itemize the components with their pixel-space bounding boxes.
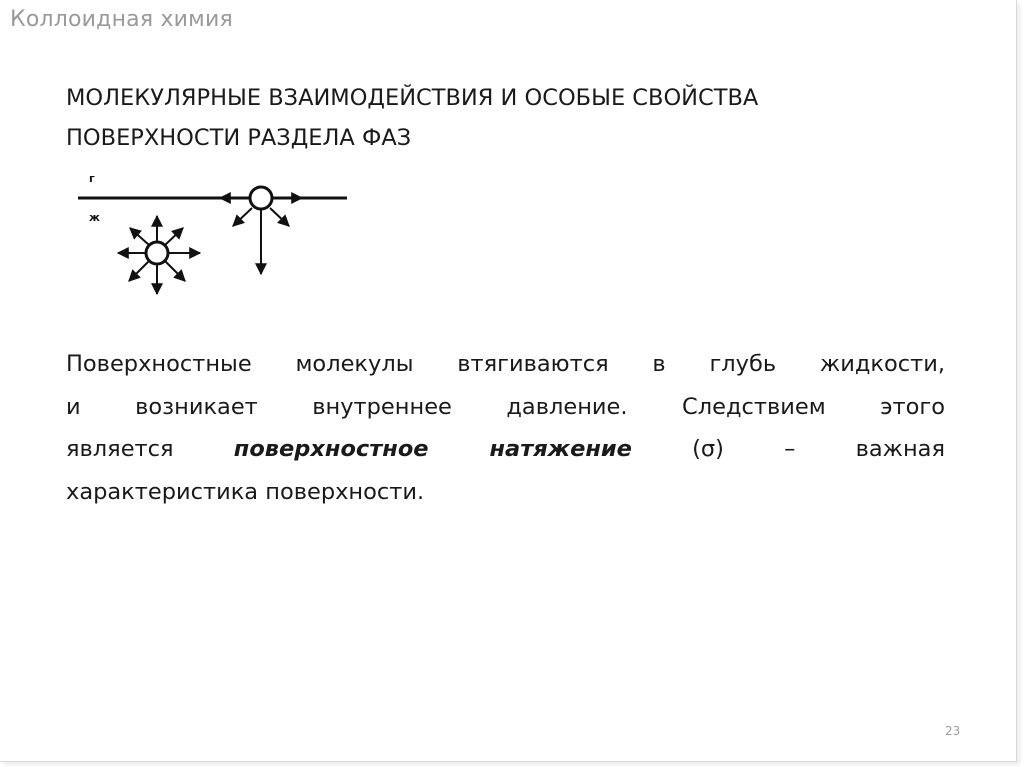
body-paragraph bbox=[66, 343, 945, 513]
body-line-4: характеристика поверхности. bbox=[66, 478, 425, 505]
body-line-3-start: является bbox=[66, 436, 234, 462]
heading-line-1: МОЛЕКУЛЯРНЫЕ ВЗАИМОДЕЙСТВИЯ И ОСОБЫЕ СВОЙСТВА bbox=[66, 85, 759, 111]
body-line-3 bbox=[66, 428, 945, 471]
surface-molecule bbox=[220, 187, 302, 274]
body-line-3-end: (σ) – важная bbox=[631, 436, 945, 462]
molecular-forces-diagram bbox=[70, 166, 360, 306]
label-gas: г bbox=[89, 172, 95, 185]
body-line-1: Поверхностные молекулы втягиваются в глубь жидкости, bbox=[66, 351, 945, 377]
page-number: 23 bbox=[945, 724, 961, 738]
label-liquid: ж bbox=[89, 211, 100, 224]
heading-line-2: ПОВЕРХНОСТИ РАЗДЕЛА ФАЗ bbox=[66, 125, 412, 151]
surface-tension-term: поверхностное натяжение bbox=[233, 436, 632, 462]
body-line-2: и возникает внутреннее давление. Следствием этого bbox=[66, 393, 945, 420]
bulk-molecule bbox=[118, 216, 200, 294]
slide-heading bbox=[66, 78, 966, 158]
course-title: Коллоидная химия bbox=[10, 7, 233, 32]
